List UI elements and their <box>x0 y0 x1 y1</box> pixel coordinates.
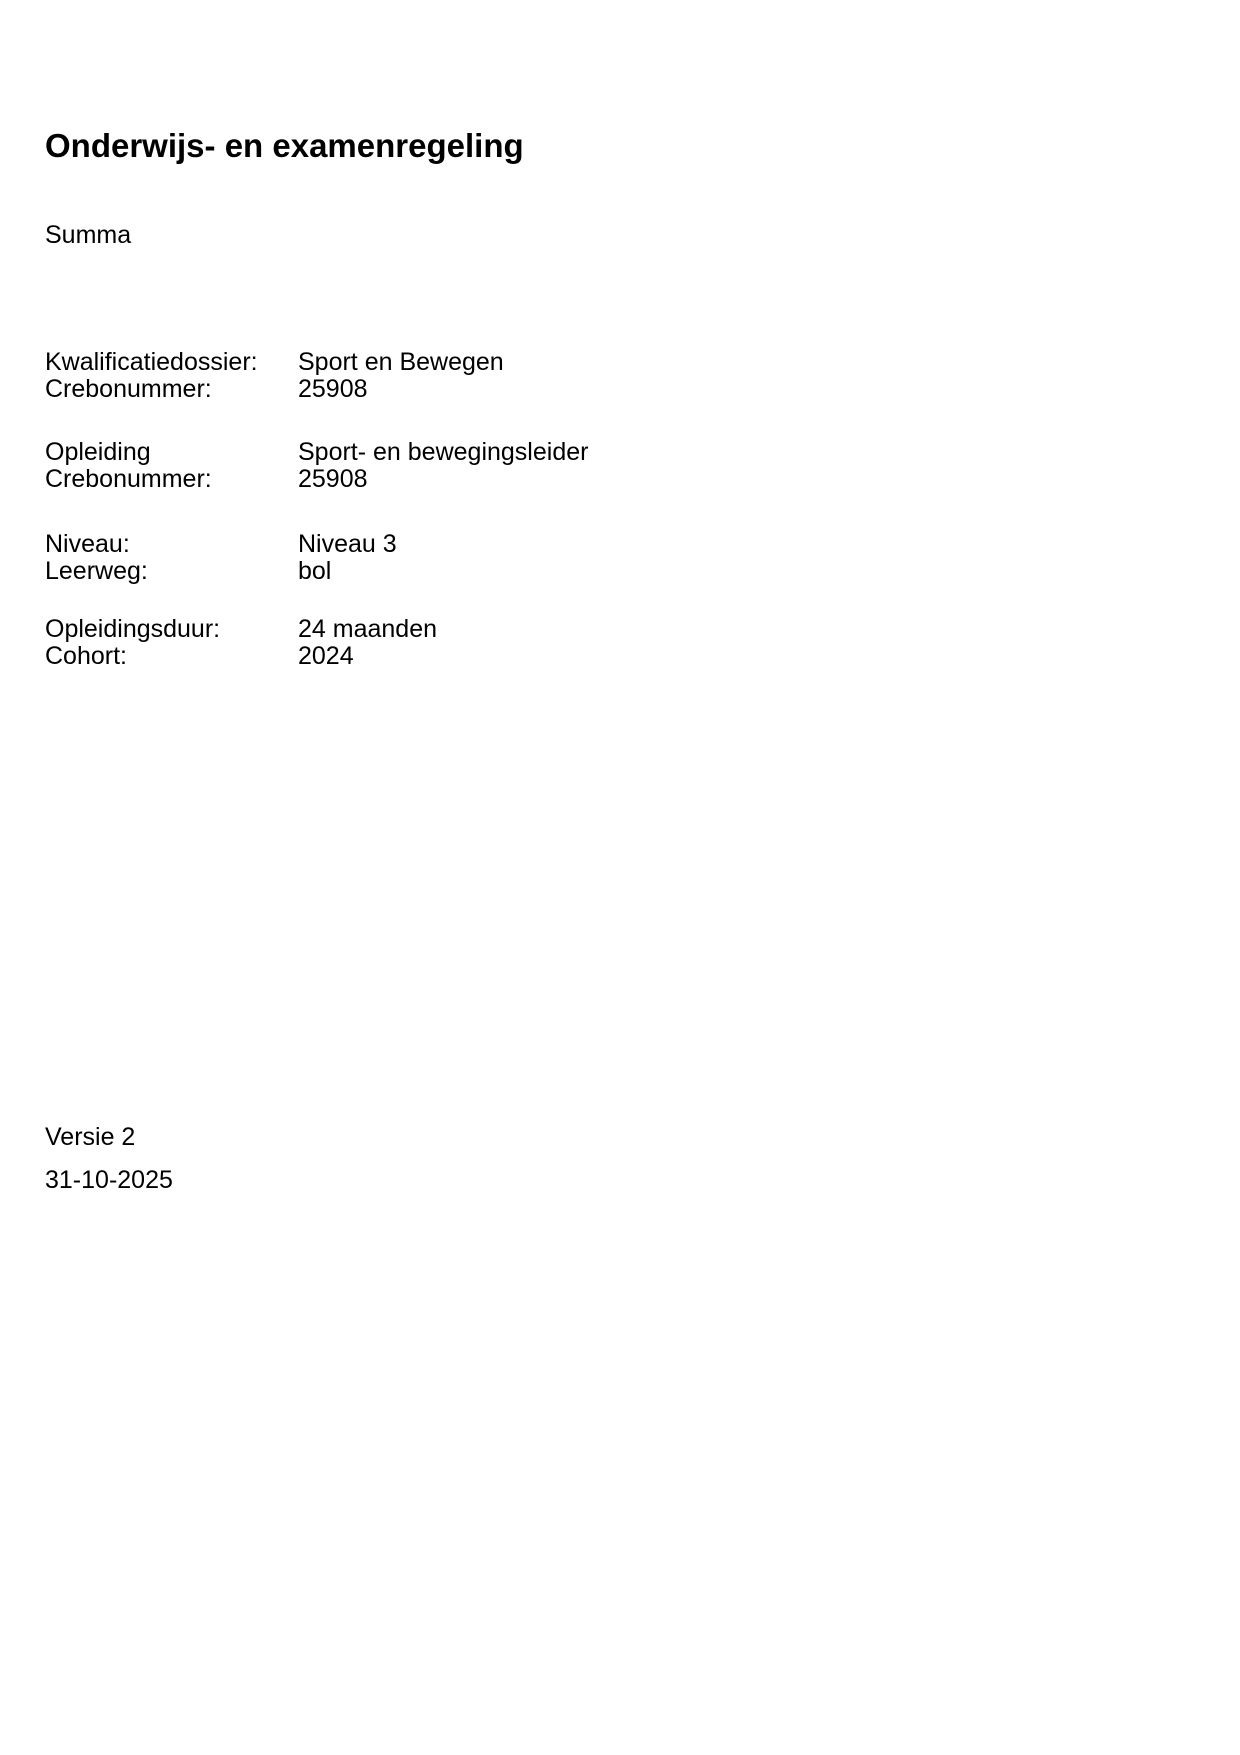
info-group-niveau <box>45 531 588 585</box>
info-row <box>45 466 588 493</box>
institution-name: Summa <box>45 221 132 249</box>
info-label: Opleiding <box>45 438 151 466</box>
info-value: 2024 <box>298 642 354 670</box>
info-group-opleidingsduur <box>45 616 588 670</box>
info-row <box>45 531 588 558</box>
info-value: Sport- en bewegingsleider <box>298 438 589 466</box>
info-value: 25908 <box>298 465 368 493</box>
info-row <box>45 558 588 585</box>
info-row <box>45 376 588 403</box>
info-value: bol <box>298 557 332 585</box>
info-row <box>45 643 588 670</box>
info-label: Cohort: <box>45 642 127 670</box>
info-row <box>45 616 588 643</box>
info-value: Niveau 3 <box>298 530 397 558</box>
info-label: Crebonummer: <box>45 375 212 403</box>
info-label: Niveau: <box>45 530 130 558</box>
info-value: 25908 <box>298 375 368 403</box>
info-row <box>45 439 588 466</box>
version-label: Versie 2 <box>45 1123 136 1151</box>
info-label: Crebonummer: <box>45 465 212 493</box>
info-group-kwalificatiedossier <box>45 349 588 403</box>
info-row <box>45 349 588 376</box>
course-info-table <box>45 349 588 670</box>
info-label: Kwalificatiedossier: <box>45 348 258 376</box>
info-label: Opleidingsduur: <box>45 615 221 643</box>
info-label: Leerweg: <box>45 557 148 585</box>
info-value: 24 maanden <box>298 615 438 643</box>
document-title: Onderwijs- en examenregeling <box>45 127 524 164</box>
info-group-opleiding <box>45 439 588 493</box>
date-label: 31-10-2025 <box>45 1166 173 1194</box>
info-value: Sport en Bewegen <box>298 348 504 376</box>
